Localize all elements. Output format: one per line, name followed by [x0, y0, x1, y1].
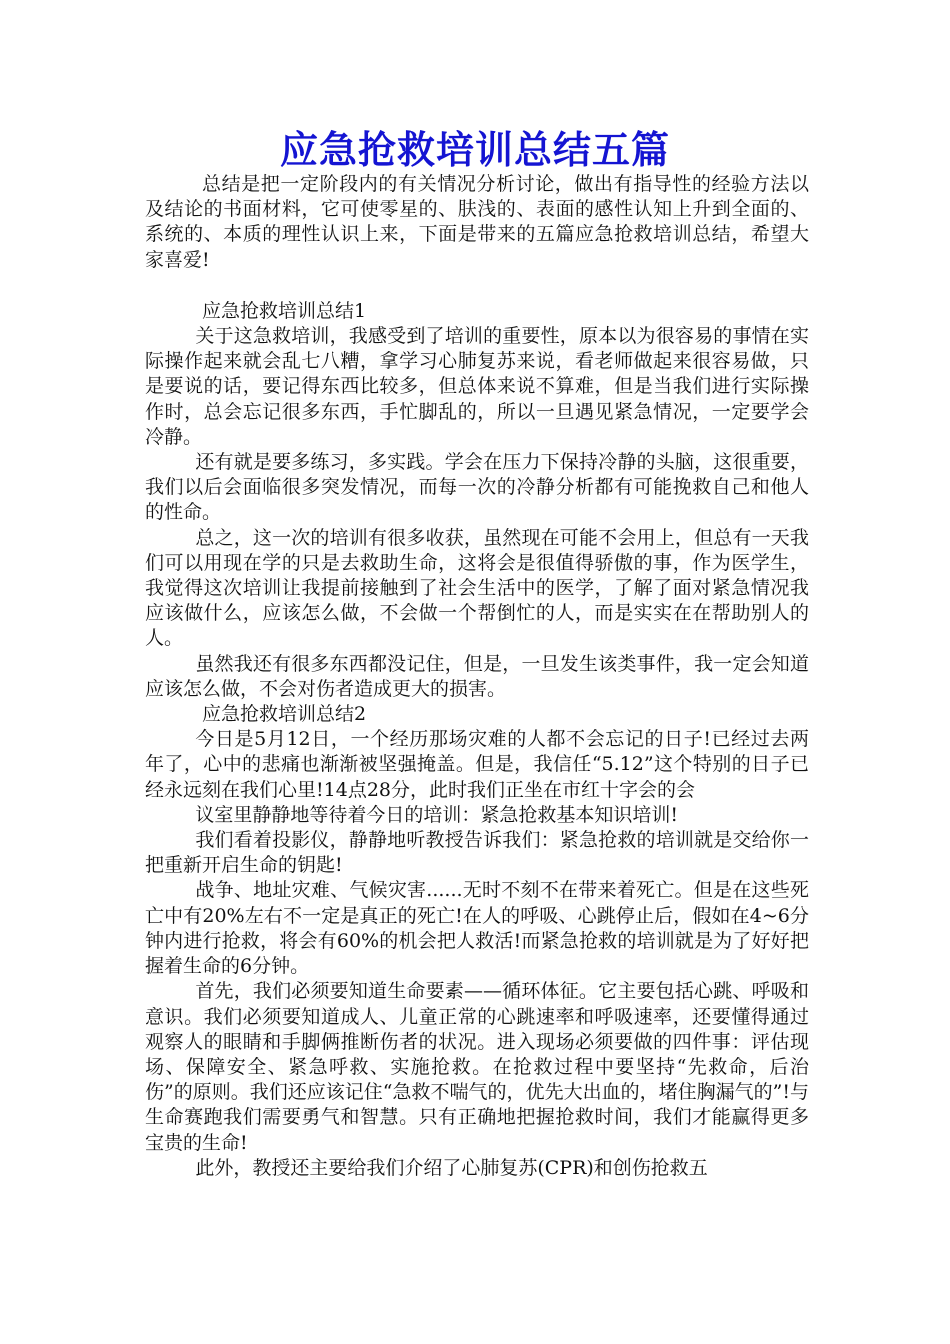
document-title: 应急抢救培训总结五篇: [279, 127, 670, 172]
body-paragraph: 战争、地址灾难、气候灾害......无时不刻不在带来着死亡。但是在这些死亡中有20%左右不一定是真正的死亡!在人的呼吸、心跳停止后，假如在4~6分钟内进行抢救，将会有60%的机会把人救活!而紧急抢救的培训就是为了好好把握着生命的6分钟。: [145, 879, 809, 978]
body-paragraph: 此外，教授还主要给我们介绍了心肺复苏(CPR)和创伤抢救五: [195, 1156, 708, 1179]
body-paragraph: 议室里静静地等待着今日的培训：紧急抢救基本知识培训!: [195, 803, 678, 826]
document-body: [145, 172, 809, 1181]
body-paragraph: 首先，我们必须要知道生命要素——循环体征。它主要包括心跳、呼吸和意识。我们必须要知道成人、儿童正常的心跳速率和呼吸速率，还要懂得通过观察人的眼睛和手脚俩推断伤者的状况。进入现场必须要做的四件事：评估现场、保障安全、紧急呼救、实施抢救。在抢救过程中要坚持“先救命，后治伤”的原则。我们还应该记住“急救不喘气的，优先大出血的，堵住胸漏气的”!与生命赛跑我们需要勇气和智慧。只有正确地把握抢救时间，我们才能赢得更多宝贵的生命!: [145, 980, 809, 1154]
body-paragraph: 我们看着投影仪，静静地听教授告诉我们：紧急抢救的培训就是交给你一把重新开启生命的钥匙!: [145, 829, 809, 877]
intro-paragraph: 总结是把一定阶段内的有关情况分析讨论，做出有指导性的经验方法以及结论的书面材料，它可使零星的、肤浅的、表面的感性认知上升到全面的、系统的、本质的理性认识上来，下面是带来的五篇应急抢救培训总结，希望大家喜爱!: [145, 173, 809, 271]
body-paragraph: 总之，这一次的培训有很多收获，虽然现在可能不会用上，但总有一天我们可以用现在学的只是去救助生命，这将会是很值得骄傲的事，作为医学生，我觉得这次培训让我提前接触到了社会生活中的医学，了解了面对紧急情况我应该做什么，应该怎么做，不会做一个帮倒忙的人，而是实实在在帮助别人的人。: [145, 526, 809, 650]
body-paragraph: 虽然我还有很多东西都没记住，但是，一旦发生该类事件，我一定会知道应该怎么做，不会对伤者造成更大的损害。: [145, 652, 809, 700]
section-heading-2: 应急抢救培训总结2: [202, 703, 367, 726]
body-paragraph: 关于这急救培训，我感受到了培训的重要性，原本以为很容易的事情在实际操作起来就会乱七八糟，拿学习心肺复苏来说，看老师做起来很容易做，只是要说的话，要记得东西比较多，但总体来说不算难，但是当我们进行实际操作时，总会忘记很多东西，手忙脚乱的，所以一旦遇见紧急情况，一定要学会冷静。: [145, 325, 809, 448]
body-paragraph: 今日是5月12日，一个经历那场灾难的人都不会忘记的日子!已经过去两年了，心中的悲痛也渐渐被坚强掩盖。但是，我信任“5.12”这个特别的日子已经永远刻在我们心里!14点28分，此时我们正坐在市红十字会的会: [145, 728, 809, 801]
body-paragraph: 还有就是要多练习，多实践。学会在压力下保持冷静的头脑，这很重要，我们以后会面临很多突发情况，而每一次的冷静分析都有可能挽救自己和他人的性命。: [145, 451, 809, 524]
section-heading-1: 应急抢救培训总结1: [202, 299, 367, 322]
